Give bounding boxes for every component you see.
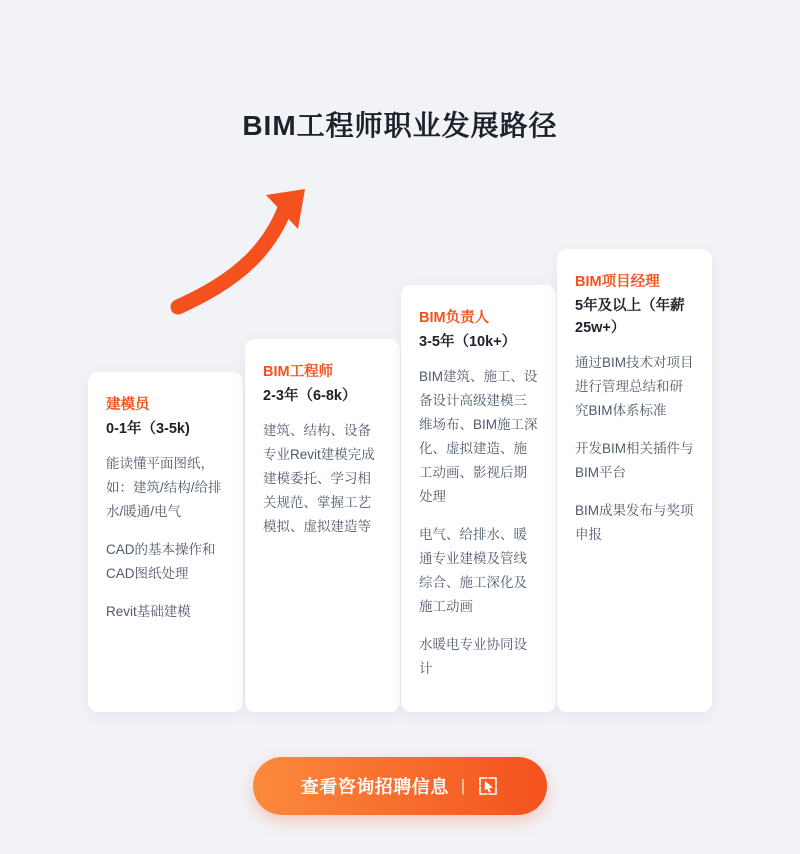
card-detail: 通过BIM技术对项目进行管理总结和研究BIM体系标准: [575, 355, 694, 418]
career-card-1[interactable]: [88, 372, 243, 712]
cta-label: 查看咨询招聘信息: [300, 777, 449, 797]
career-card-2[interactable]: [245, 339, 400, 712]
card-detail: 能读懂平面图纸，如：建筑/结构/给排水/暖通/电气: [106, 456, 222, 519]
card-detail: BIM成果发布与奖项申报: [575, 503, 694, 542]
card-role: 建模员: [106, 397, 150, 413]
career-card-3[interactable]: [401, 285, 556, 712]
card-detail: 建筑、结构、设备专业Revit建模完成建模委托、学习相关规范、掌握工艺模拟、虚拟建造等: [263, 423, 375, 534]
card-detail: 水暖电专业协同设计: [419, 637, 527, 676]
career-card-4[interactable]: [557, 249, 712, 712]
card-experience: 3-5年（10k+）: [419, 334, 517, 350]
card-experience: 5年及以上（年薪25w+）: [575, 298, 685, 336]
card-role: BIM负责人: [419, 310, 490, 326]
card-detail: Revit基础建模: [106, 604, 191, 619]
cta-separator: |: [460, 776, 466, 795]
page-title: BIM工程师职业发展路径: [242, 110, 558, 141]
card-detail: 开发BIM相关插件与BIM平台: [575, 441, 694, 480]
card-role: BIM项目经理: [575, 274, 660, 290]
cursor-click-icon: [477, 775, 499, 797]
card-detail: CAD的基本操作和CAD图纸处理: [106, 542, 216, 581]
view-recruitment-info-button[interactable]: [253, 757, 547, 815]
card-experience: 0-1年（3-5k): [106, 421, 190, 437]
card-detail: BIM建筑、施工、设备设计高级建模三维场布、BIM施工深化、虚拟建造、施工动画、影视后期处理: [419, 369, 538, 504]
card-detail: 电气、给排水、暖通专业建模及管线综合、施工深化及施工动画: [419, 527, 527, 614]
card-role: BIM工程师: [263, 364, 334, 380]
card-experience: 2-3年（6-8k）: [263, 388, 357, 404]
